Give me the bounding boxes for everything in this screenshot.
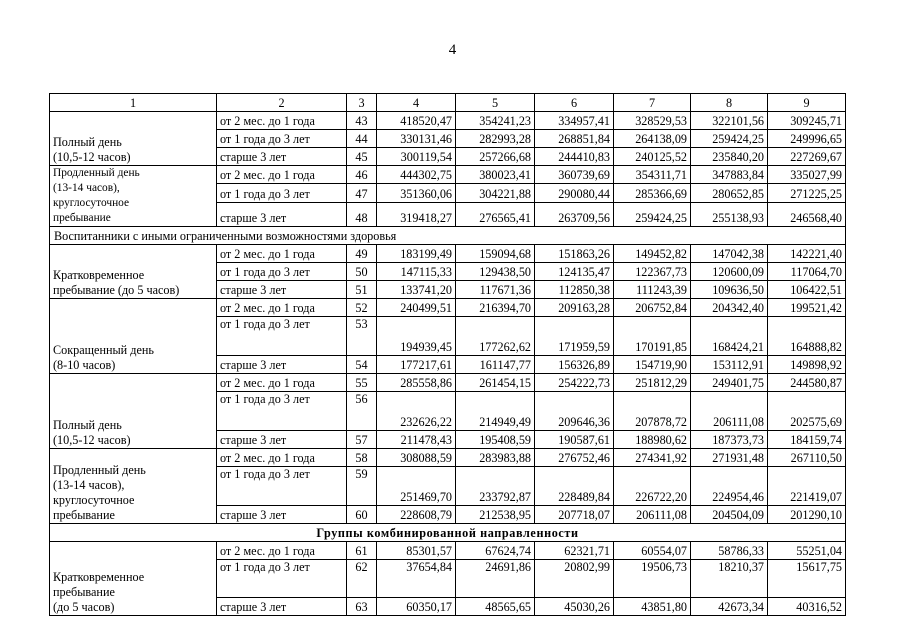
value-cell: 60554,07: [614, 542, 691, 560]
value-cell: 214949,49: [456, 392, 535, 431]
value-cell: 319418,27: [377, 202, 456, 226]
value-cell: 244410,83: [535, 148, 614, 166]
value-cell: 233792,87: [456, 467, 535, 506]
code-cell: 47: [347, 184, 377, 202]
value-cell: 122367,73: [614, 263, 691, 281]
column-header: 2: [217, 94, 347, 112]
value-cell: 267110,50: [768, 449, 846, 467]
group-name-line: (до 5 часов): [53, 600, 115, 614]
group-name-line: (10,5-12 часов): [53, 433, 131, 447]
value-cell: 268851,84: [535, 130, 614, 148]
value-cell: 58786,33: [691, 542, 768, 560]
value-cell: 246568,40: [768, 202, 846, 226]
group-name-line: пребывание (до 5 часов): [53, 283, 180, 297]
value-cell: 111243,39: [614, 281, 691, 299]
value-cell: 255138,93: [691, 202, 768, 226]
value-cell: 328529,53: [614, 112, 691, 130]
value-cell: 251469,70: [377, 467, 456, 506]
age-cell: от 2 мес. до 1 года: [217, 374, 347, 392]
value-cell: 48565,65: [456, 598, 535, 616]
code-cell: 51: [347, 281, 377, 299]
value-cell: 133741,20: [377, 281, 456, 299]
age-cell: от 2 мес. до 1 года: [217, 542, 347, 560]
section-row: [50, 524, 846, 542]
value-cell: 154719,90: [614, 356, 691, 374]
value-cell: 168424,21: [691, 317, 768, 356]
group-name-line: Сокращенный день: [53, 343, 154, 357]
group-name-line: (13-14 часов),: [53, 478, 125, 492]
value-cell: 204504,09: [691, 506, 768, 524]
value-cell: 228608,79: [377, 506, 456, 524]
value-cell: 263709,56: [535, 202, 614, 226]
value-cell: 204342,40: [691, 299, 768, 317]
value-cell: 129438,50: [456, 263, 535, 281]
value-cell: 159094,68: [456, 245, 535, 263]
value-cell: 149452,82: [614, 245, 691, 263]
code-cell: 53: [347, 317, 377, 356]
value-cell: 280652,85: [691, 184, 768, 202]
value-cell: 276565,41: [456, 202, 535, 226]
code-cell: 45: [347, 148, 377, 166]
value-cell: 212538,95: [456, 506, 535, 524]
age-cell: от 1 года до 3 лет: [217, 184, 347, 202]
group-name-line: Кратковременное: [53, 570, 145, 584]
age-cell: старше 3 лет: [217, 281, 347, 299]
value-cell: 164888,82: [768, 317, 846, 356]
value-cell: 322101,56: [691, 112, 768, 130]
value-cell: 206752,84: [614, 299, 691, 317]
group-name: [50, 112, 217, 166]
code-cell: 44: [347, 130, 377, 148]
value-cell: 251812,29: [614, 374, 691, 392]
value-cell: 62321,71: [535, 542, 614, 560]
value-cell: 195408,59: [456, 431, 535, 449]
value-cell: 120600,09: [691, 263, 768, 281]
group-name: [50, 166, 217, 227]
value-cell: 207718,07: [535, 506, 614, 524]
value-cell: 117671,36: [456, 281, 535, 299]
column-header: 7: [614, 94, 691, 112]
value-cell: 40316,52: [768, 598, 846, 616]
value-cell: 309245,71: [768, 112, 846, 130]
value-cell: 20802,99: [535, 560, 614, 598]
value-cell: 334957,41: [535, 112, 614, 130]
table-row: [50, 166, 846, 184]
section-title: Воспитанники с иными ограниченными возможностями здоровья: [50, 227, 846, 245]
value-cell: 177217,61: [377, 356, 456, 374]
value-cell: 261454,15: [456, 374, 535, 392]
table-row: [50, 449, 846, 467]
value-cell: 354311,71: [614, 166, 691, 184]
age-cell: от 1 года до 3 лет: [217, 560, 347, 598]
group-name-line: пребывание: [53, 585, 115, 599]
value-cell: 149898,92: [768, 356, 846, 374]
code-cell: 62: [347, 560, 377, 598]
age-cell: старше 3 лет: [217, 202, 347, 226]
value-cell: 235840,20: [691, 148, 768, 166]
age-cell: от 2 мес. до 1 года: [217, 449, 347, 467]
value-cell: 85301,57: [377, 542, 456, 560]
group-name-line: круглосуточное: [53, 493, 135, 507]
age-cell: от 2 мес. до 1 года: [217, 245, 347, 263]
group-name: [50, 245, 217, 299]
table-row: [50, 245, 846, 263]
age-cell: от 1 года до 3 лет: [217, 392, 347, 431]
group-name: [50, 449, 217, 524]
value-cell: 290080,44: [535, 184, 614, 202]
value-cell: 444302,75: [377, 166, 456, 184]
value-cell: 206111,08: [614, 506, 691, 524]
value-cell: 380023,41: [456, 166, 535, 184]
value-cell: 209163,28: [535, 299, 614, 317]
group-name-line: (10,5-12 часов): [53, 150, 131, 164]
value-cell: 285558,86: [377, 374, 456, 392]
value-cell: 360739,69: [535, 166, 614, 184]
value-cell: 216394,70: [456, 299, 535, 317]
age-cell: от 1 года до 3 лет: [217, 467, 347, 506]
value-cell: 257266,68: [456, 148, 535, 166]
age-cell: старше 3 лет: [217, 598, 347, 616]
section-row: [50, 227, 846, 245]
age-cell: от 2 мес. до 1 года: [217, 112, 347, 130]
value-cell: 202575,69: [768, 392, 846, 431]
value-cell: 249996,65: [768, 130, 846, 148]
value-cell: 249401,75: [691, 374, 768, 392]
group-name-line: пребывание: [53, 508, 115, 522]
value-cell: 106422,51: [768, 281, 846, 299]
group-name: [50, 374, 217, 449]
value-cell: 209646,36: [535, 392, 614, 431]
code-cell: 50: [347, 263, 377, 281]
value-cell: 183199,49: [377, 245, 456, 263]
age-cell: от 1 года до 3 лет: [217, 130, 347, 148]
value-cell: 45030,26: [535, 598, 614, 616]
value-cell: 15617,75: [768, 560, 846, 598]
group-name: [50, 299, 217, 374]
value-cell: 226722,20: [614, 467, 691, 506]
age-cell: старше 3 лет: [217, 431, 347, 449]
column-header: 8: [691, 94, 768, 112]
value-cell: 124135,47: [535, 263, 614, 281]
value-cell: 354241,23: [456, 112, 535, 130]
group-name-line: (8-10 часов): [53, 358, 116, 372]
group-name-line: Кратковременное: [53, 268, 145, 282]
code-cell: 52: [347, 299, 377, 317]
tariff-table: [49, 93, 846, 616]
value-cell: 283983,88: [456, 449, 535, 467]
code-cell: 59: [347, 467, 377, 506]
value-cell: 335027,99: [768, 166, 846, 184]
value-cell: 221419,07: [768, 467, 846, 506]
value-cell: 351360,06: [377, 184, 456, 202]
value-cell: 147115,33: [377, 263, 456, 281]
value-cell: 285366,69: [614, 184, 691, 202]
value-cell: 259424,25: [614, 202, 691, 226]
age-cell: старше 3 лет: [217, 506, 347, 524]
value-cell: 282993,28: [456, 130, 535, 148]
value-cell: 418520,47: [377, 112, 456, 130]
value-cell: 19506,73: [614, 560, 691, 598]
value-cell: 60350,17: [377, 598, 456, 616]
value-cell: 224954,46: [691, 467, 768, 506]
group-name-line: (13-14 часов),: [53, 182, 120, 194]
code-cell: 58: [347, 449, 377, 467]
value-cell: 228489,84: [535, 467, 614, 506]
page-number: 4: [448, 42, 457, 58]
value-cell: 232626,22: [377, 392, 456, 431]
value-cell: 199521,42: [768, 299, 846, 317]
section-title: Группы комбинированной направленности: [50, 524, 846, 542]
age-cell: от 2 мес. до 1 года: [217, 299, 347, 317]
value-cell: 153112,91: [691, 356, 768, 374]
value-cell: 67624,74: [456, 542, 535, 560]
code-cell: 43: [347, 112, 377, 130]
value-cell: 37654,84: [377, 560, 456, 598]
value-cell: 117064,70: [768, 263, 846, 281]
age-cell: от 2 мес. до 1 года: [217, 166, 347, 184]
value-cell: 304221,88: [456, 184, 535, 202]
value-cell: 156326,89: [535, 356, 614, 374]
code-cell: 54: [347, 356, 377, 374]
value-cell: 347883,84: [691, 166, 768, 184]
value-cell: 43851,80: [614, 598, 691, 616]
value-cell: 254222,73: [535, 374, 614, 392]
code-cell: 49: [347, 245, 377, 263]
value-cell: 142221,40: [768, 245, 846, 263]
value-cell: 42673,34: [691, 598, 768, 616]
value-cell: 274341,92: [614, 449, 691, 467]
value-cell: 147042,38: [691, 245, 768, 263]
column-header: 9: [768, 94, 846, 112]
group-name-line: пребывание: [53, 212, 111, 224]
value-cell: 300119,54: [377, 148, 456, 166]
value-cell: 201290,10: [768, 506, 846, 524]
value-cell: 177262,62: [456, 317, 535, 356]
value-cell: 151863,26: [535, 245, 614, 263]
value-cell: 194939,45: [377, 317, 456, 356]
value-cell: 161147,77: [456, 356, 535, 374]
code-cell: 48: [347, 202, 377, 226]
value-cell: 109636,50: [691, 281, 768, 299]
value-cell: 55251,04: [768, 542, 846, 560]
code-cell: 57: [347, 431, 377, 449]
header-row: [50, 94, 846, 112]
value-cell: 170191,85: [614, 317, 691, 356]
code-cell: 60: [347, 506, 377, 524]
value-cell: 190587,61: [535, 431, 614, 449]
value-cell: 259424,25: [691, 130, 768, 148]
value-cell: 276752,46: [535, 449, 614, 467]
column-header: 1: [50, 94, 217, 112]
group-name-line: Продленный день: [53, 463, 146, 477]
value-cell: 244580,87: [768, 374, 846, 392]
age-cell: старше 3 лет: [217, 356, 347, 374]
value-cell: 330131,46: [377, 130, 456, 148]
value-cell: 207878,72: [614, 392, 691, 431]
code-cell: 63: [347, 598, 377, 616]
age-cell: от 1 года до 3 лет: [217, 263, 347, 281]
age-cell: от 1 года до 3 лет: [217, 317, 347, 356]
table-row: [50, 299, 846, 317]
value-cell: 308088,59: [377, 449, 456, 467]
value-cell: 227269,67: [768, 148, 846, 166]
value-cell: 211478,43: [377, 431, 456, 449]
value-cell: 264138,09: [614, 130, 691, 148]
value-cell: 18210,37: [691, 560, 768, 598]
code-cell: 46: [347, 166, 377, 184]
value-cell: 184159,74: [768, 431, 846, 449]
code-cell: 56: [347, 392, 377, 431]
group-name-line: круглосуточное: [53, 197, 130, 209]
group-name-line: Полный день: [53, 418, 122, 432]
code-cell: 55: [347, 374, 377, 392]
value-cell: 112850,38: [535, 281, 614, 299]
value-cell: 271931,48: [691, 449, 768, 467]
value-cell: 24691,86: [456, 560, 535, 598]
value-cell: 240125,52: [614, 148, 691, 166]
group-name-line: Полный день: [53, 135, 122, 149]
value-cell: 240499,51: [377, 299, 456, 317]
column-header: 4: [377, 94, 456, 112]
age-cell: старше 3 лет: [217, 148, 347, 166]
group-name: [50, 542, 217, 616]
column-header: 5: [456, 94, 535, 112]
table-row: [50, 112, 846, 130]
column-header: 6: [535, 94, 614, 112]
value-cell: 206111,08: [691, 392, 768, 431]
group-name-line: Продленный день: [53, 167, 140, 179]
value-cell: 187373,73: [691, 431, 768, 449]
value-cell: 271225,25: [768, 184, 846, 202]
value-cell: 171959,59: [535, 317, 614, 356]
column-header: 3: [347, 94, 377, 112]
table-row: [50, 542, 846, 560]
value-cell: 188980,62: [614, 431, 691, 449]
code-cell: 61: [347, 542, 377, 560]
table-row: [50, 374, 846, 392]
